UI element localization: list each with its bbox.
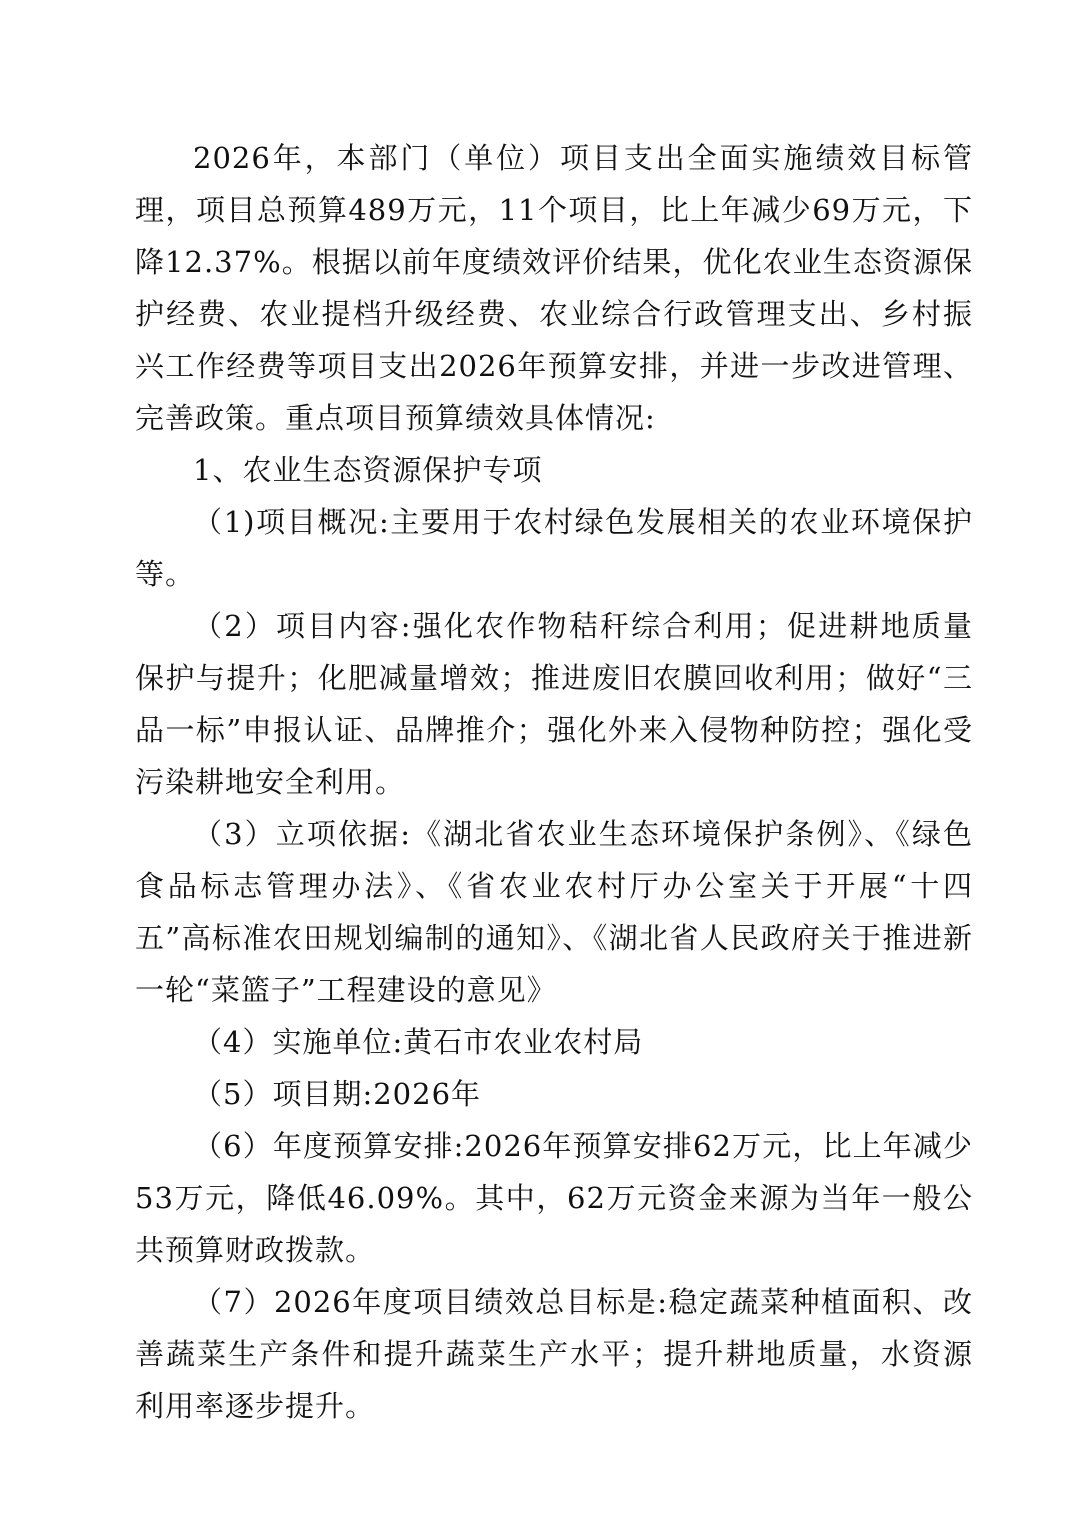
project-overview: （1)项目概况:主要用于农村绿色发展相关的农业环境保护等。 xyxy=(135,505,973,591)
section-heading: 1、农业生态资源保护专项 xyxy=(193,453,543,487)
intro-paragraph: 2026年，本部门（单位）项目支出全面实施绩效目标管理，项目总预算489万元，11个项目，比上年减少69万元，下降12.37%。根据以前年度绩效评价结果，优化农业生态资源保护经费、农业提档升级经费、农业综合行政管理支出、乡村振兴工作经费等项目支出2026年预算安排，并进一步改进管理、完善政策。重点项目预算绩效具体情况: xyxy=(135,141,973,435)
annual-budget: （6）年度预算安排:2026年预算安排62万元，比上年减少53万元，降低46.09%。其中，62万元资金来源为当年一般公共预算财政拨款。 xyxy=(135,1129,973,1267)
project-period: （5）项目期:2026年 xyxy=(193,1077,482,1111)
implementing-unit: （4）实施单位:黄石市农业农村局 xyxy=(193,1025,644,1059)
project-content: （2）项目内容:强化农作物秸秆综合利用；促进耕地质量保护与提升；化肥减量增效；推进废旧农膜回收利用；做好“三品一标”申报认证、品牌推介；强化外来入侵物种防控；强化受污染耕地安全利用。 xyxy=(135,609,973,799)
performance-goal: （7）2026年度项目绩效总目标是:稳定蔬菜种植面积、改善蔬菜生产条件和提升蔬菜生产水平；提升耕地质量，水资源利用率逐步提升。 xyxy=(135,1285,973,1423)
document-body xyxy=(135,132,973,1432)
project-basis: （3）立项依据:《湖北省农业生态环境保护条例》、《绿色食品标志管理办法》、《省农业农村厅办公室关于开展“十四五”高标准农田规划编制的通知》、《湖北省人民政府关于推进新一轮“菜篮子”工程建设的意见》 xyxy=(135,817,973,1007)
